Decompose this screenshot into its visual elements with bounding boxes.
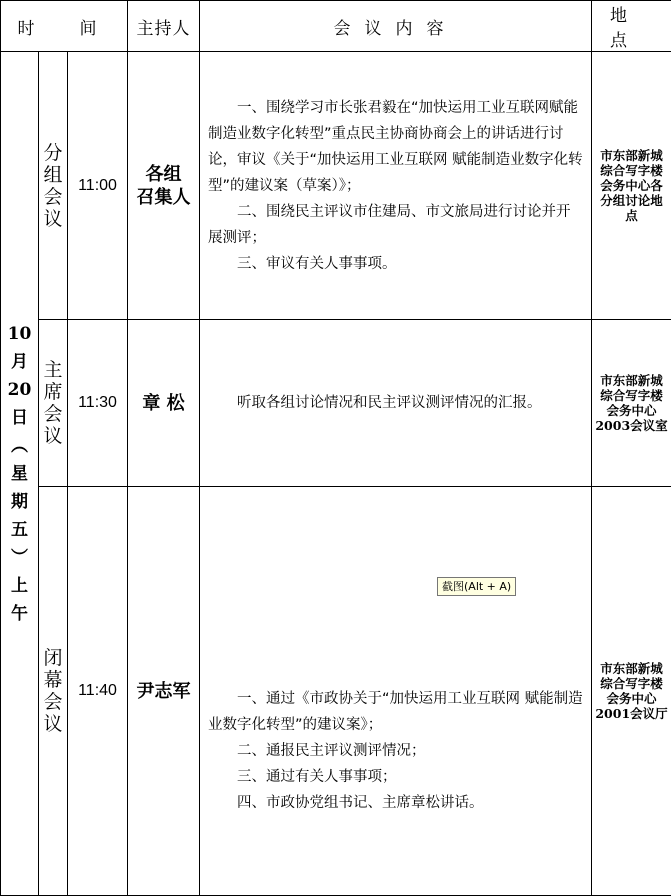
- session-row-chair: [1, 320, 671, 487]
- session-host: 章 松: [128, 320, 200, 487]
- session-time: 11:40: [68, 487, 128, 896]
- session-host: 各组 召集人: [128, 52, 200, 320]
- header-host: 主持人: [128, 1, 200, 52]
- date-cell: 10 月 20 日 ︵ 星 期 五 ︶ 上 午: [1, 52, 39, 896]
- session-content: 一、通过《市政协关于“加快运用工业互联网 赋能制造业数字化转型”的建议案》； 二、通报民主评议测评情况； 三、通过有关人事事项； 四、市政协党组书记、主席章松讲话。: [200, 487, 592, 896]
- session-time: 11:00: [68, 52, 128, 320]
- session-location: 市东部新城综合写字楼会务中心各分组讨论地点: [592, 52, 671, 320]
- session-type: 闭 幕 会 议: [39, 487, 68, 896]
- screenshot-tooltip: 截图(Alt + A): [437, 577, 516, 596]
- session-type: 分 组 会 议: [39, 52, 68, 320]
- header-row: [1, 1, 671, 52]
- session-host: 尹志军: [128, 487, 200, 896]
- session-location: 市东部新城综合写字楼会务中心2003会议室: [592, 320, 671, 487]
- session-content: 听取各组讨论情况和民主评议测评情况的汇报。: [200, 320, 592, 487]
- header-content: 会议内容: [200, 1, 592, 52]
- session-location: 市东部新城综合写字楼会务中心2001会议厅: [592, 487, 671, 896]
- header-location: 地点: [592, 1, 671, 52]
- session-content: 一、围绕学习市长张君毅在“加快运用工业互联网赋能制造业数字化转型”重点民主协商协商会上的讲话进行讨论，审议《关于“加快运用工业互联网 赋能制造业数字化转型”的建议案（草案）》； 二、围绕民主评议市住建局、市文旅局进行讨论并开展测评； 三、审议有关人事事项。: [200, 52, 592, 320]
- session-time: 11:30: [68, 320, 128, 487]
- session-type: 主 席 会 议: [39, 320, 68, 487]
- session-row-group: [1, 52, 671, 320]
- header-time: 时 间: [1, 1, 128, 52]
- session-row-closing: [1, 487, 671, 896]
